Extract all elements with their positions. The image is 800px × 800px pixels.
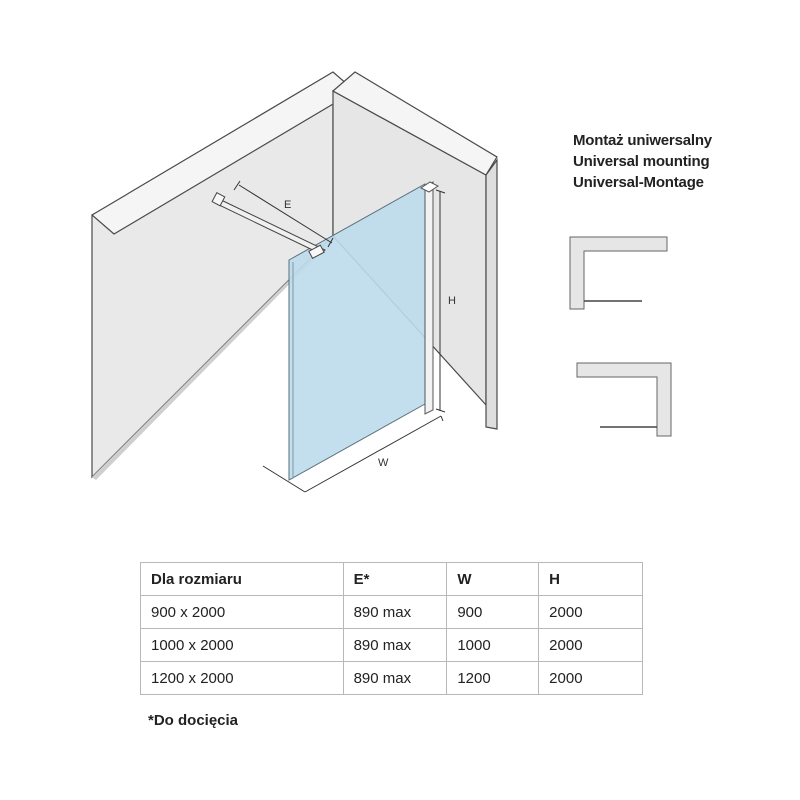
right-wall-side-face: [486, 160, 497, 429]
header-e: E*: [343, 563, 447, 596]
cell-size: 1000 x 2000: [141, 629, 344, 662]
mounting-caption: [573, 130, 712, 193]
cell-h: 2000: [539, 596, 643, 629]
cell-w: 900: [447, 596, 539, 629]
mounting-caption-en: Universal mounting: [573, 153, 710, 170]
right-mounting-icon: [577, 363, 671, 436]
cell-size: 900 x 2000: [141, 596, 344, 629]
dimensions-table: [140, 562, 643, 695]
header-h: H: [539, 563, 643, 596]
cell-e: 890 max: [343, 662, 447, 695]
left-mounting-icon: [570, 237, 667, 309]
table-row: [141, 629, 643, 662]
table-row: [141, 596, 643, 629]
cell-e: 890 max: [343, 629, 447, 662]
table-row: [141, 662, 643, 695]
mounting-caption-de: Universal-Montage: [573, 174, 704, 191]
dimension-w-label: W: [378, 457, 389, 469]
dimension-e-label: E: [284, 199, 292, 211]
dimension-h-label: H: [448, 295, 456, 307]
cell-w: 1200: [447, 662, 539, 695]
cell-e: 890 max: [343, 596, 447, 629]
wall-profile: [425, 182, 433, 414]
cell-size: 1200 x 2000: [141, 662, 344, 695]
footnote: *Do docięcia: [148, 712, 239, 729]
mounting-caption-pl: Montaż uniwersalny: [573, 132, 712, 149]
cell-h: 2000: [539, 662, 643, 695]
header-w: W: [447, 563, 539, 596]
cell-h: 2000: [539, 629, 643, 662]
table-header-row: [141, 563, 643, 596]
header-size: Dla rozmiaru: [141, 563, 344, 596]
cell-w: 1000: [447, 629, 539, 662]
